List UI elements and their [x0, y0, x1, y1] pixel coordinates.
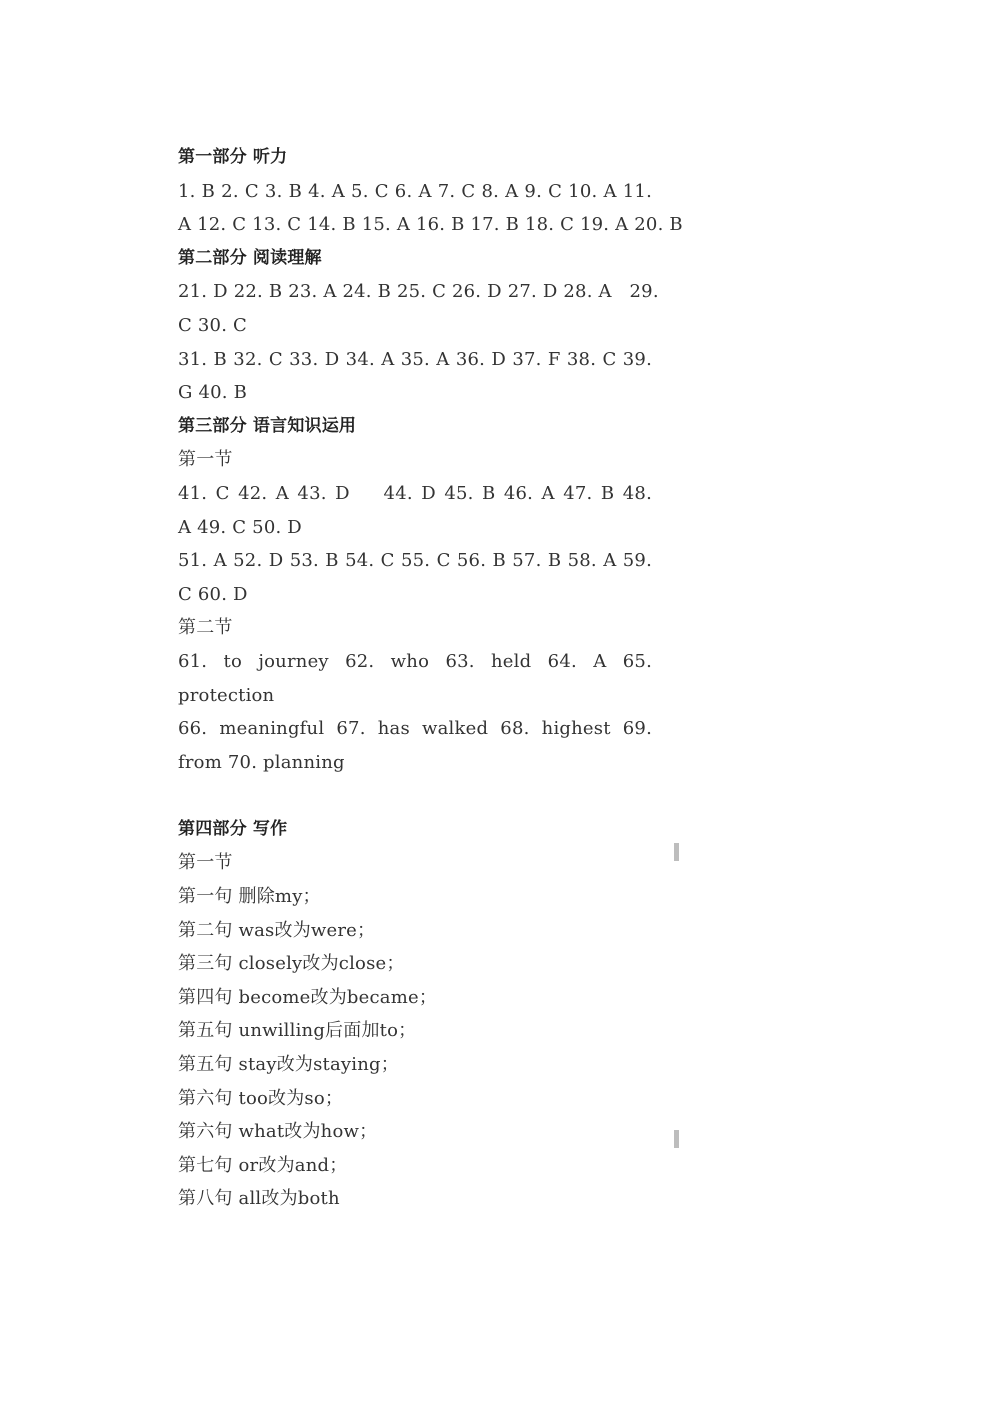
- part2-answers-line-2: C 30. C: [178, 314, 248, 336]
- correction-line: 第三句 closely改为close；: [178, 953, 405, 975]
- part1-heading: 第一部分 听力: [178, 147, 288, 167]
- section-spacer: [178, 779, 652, 813]
- part3-section2-line-1: 61. to journey 62. who 63. held 64. A 65.: [178, 650, 652, 672]
- correction-line: 第八句 all改为both: [178, 1188, 340, 1210]
- correction-line: 第四句 become改为became；: [178, 986, 438, 1008]
- answer-key-document: [178, 141, 683, 1216]
- part3-section1-label: 第一节: [178, 449, 233, 471]
- part3-section2-label: 第二节: [178, 617, 233, 639]
- correction-line: 第七句 or改为and；: [178, 1154, 348, 1176]
- part2-answers-line-3: 31. B 32. C 33. D 34. A 35. A 36. D 37. F 38. C 39.: [178, 348, 652, 370]
- correction-line: 第五句 unwilling后面加to；: [178, 1020, 417, 1042]
- part3-section1-line-3: 51. A 52. D 53. B 54. C 55. C 56. B 57. B 58. A 59.: [178, 550, 652, 572]
- part4-heading: 第四部分 写作: [178, 818, 288, 839]
- correction-line: 第二句 was改为were；: [178, 919, 376, 941]
- part3-section2-line-4: from 70. planning: [178, 751, 345, 773]
- part3-section1-line-2: A 49. C 50. D: [178, 516, 302, 538]
- scroll-marker-bottom: [674, 1130, 679, 1148]
- part3-section2-line-3: 66. meaningful 67. has walked 68. highest 69.: [178, 718, 652, 740]
- part1-answers-line-1: 1. B 2. C 3. B 4. A 5. C 6. A 7. C 8. A 9. C 10. A 11.: [178, 180, 652, 202]
- part4-section1-label: 第一节: [178, 852, 233, 874]
- correction-line: 第六句 what改为how；: [178, 1121, 378, 1143]
- part1-answers-line-2: A 12. C 13. C 14. B 15. A 16. B 17. B 18. C 19. A 20. B: [178, 214, 683, 236]
- part3-section1-line-1: 41. C 42. A 43. D 44. D 45. B 46. A 47. B 48.: [178, 482, 652, 504]
- part3-section1-line-4: C 60. D: [178, 583, 248, 605]
- correction-line: 第五句 stay改为staying；: [178, 1054, 399, 1076]
- part2-answers-line-4: G 40. B: [178, 382, 248, 404]
- part2-answers-line-1: 21. D 22. B 23. A 24. B 25. C 26. D 27. D 28. A 29.: [178, 281, 659, 303]
- correction-line: 第一句 删除my；: [178, 886, 321, 908]
- part2-heading: 第二部分 阅读理解: [178, 247, 322, 268]
- scroll-marker-top: [674, 843, 679, 861]
- part3-section2-line-2: protection: [178, 684, 275, 706]
- correction-line: 第六句 too改为so；: [178, 1087, 344, 1109]
- part3-heading: 第三部分 语言知识运用: [178, 415, 357, 436]
